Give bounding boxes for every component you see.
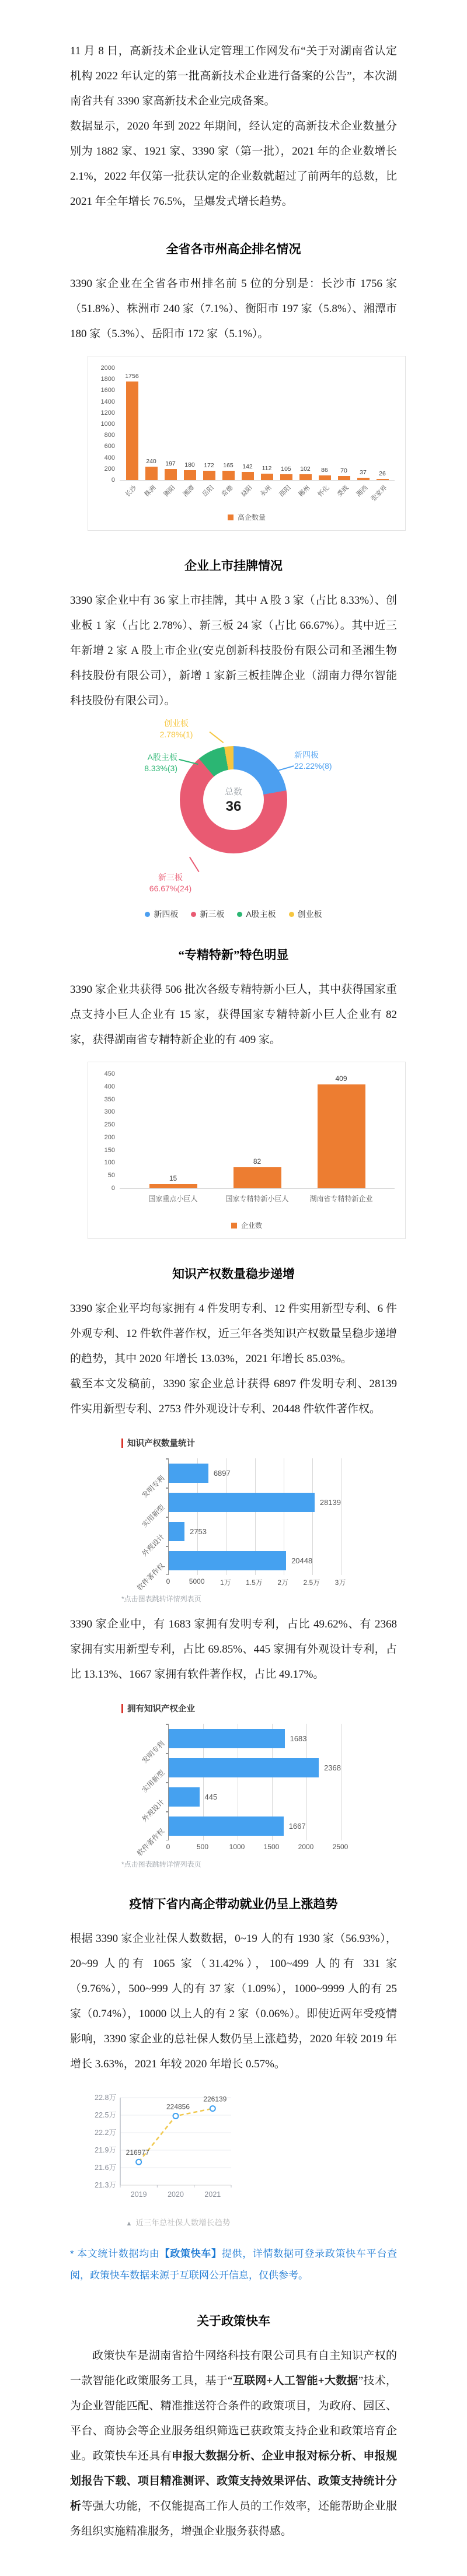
donut-center-label: 总数 — [224, 786, 242, 797]
paragraph-city-top5: 3390 家企业在全省各市州排名前 5 位的分别是：长沙市 1756 家（51.8%）、株洲市 240 家（7.1%）、衡阳市 197 家（5.8%）、湘潭市 180 家（5.3%）、岳阳市 172 家（5.1%）。 — [70, 278, 397, 340]
section-heading-zjtx: “专精特新”特色明显 — [178, 948, 289, 962]
bar — [318, 1084, 365, 1188]
leader-line — [210, 732, 224, 743]
y-tick-label: 350 — [104, 1096, 115, 1103]
x-tick-label: 2500 — [332, 1843, 348, 1851]
paragraph-intro: 11 月 8 日，高新技术企业认定管理工作网发布“关于对湖南省认定机构 2022 年认定的第一批高新技术企业进行备案的公告”，本次湖南省共有 3390 家高新技术企业完成备案。 — [70, 45, 397, 107]
y-tick-label: 21.6万 — [95, 2164, 116, 2172]
x-tick-label: 5000 — [189, 1577, 205, 1586]
legend-label: 新四板 — [154, 909, 179, 919]
hbar-row — [140, 1724, 341, 1765]
y-axis — [99, 365, 120, 484]
bar-value-label: 409 — [335, 1074, 347, 1083]
bar-chart-plot — [99, 365, 395, 484]
text-segment: * 本文统计数据均由 — [70, 2248, 160, 2259]
x-tick — [184, 481, 196, 510]
legend-label: 高企数量 — [237, 513, 266, 522]
bar — [357, 478, 370, 480]
bar-group — [357, 469, 370, 480]
paragraph-listing: 3390 家企业中有 36 家上市挂牌，其中 A 股 3 家（占比 8.33%）、创业板 1 家（占比 2.78%）、新三板 24 家（占比 66.67%）。其中近三年新增 2 家 A 股上市企业(安克创新科技股份有限公司和圣湘生物科技股份有限公司），新增 1 家新三板挂牌企业（湖南力得尔智能科技股份有限公司）。 — [70, 594, 397, 707]
legend-item — [289, 908, 322, 920]
x-tick — [203, 481, 215, 510]
triangle-icon: ▲ — [126, 2220, 133, 2227]
x-tick — [145, 481, 158, 510]
bar-value-label: 86 — [321, 466, 328, 474]
data-point-label: 224856 — [166, 2102, 190, 2111]
donut-hole — [203, 769, 264, 830]
bar-value-label: 1667 — [288, 1821, 306, 1831]
bar-group — [222, 462, 235, 480]
bar-group — [338, 467, 350, 480]
x-tick — [149, 1189, 197, 1218]
bar — [126, 382, 138, 480]
legend-swatch — [228, 514, 234, 520]
text-segment: ”技术，为企业智能匹配、精准推送符合条件的政策项目，为政府、园区、平台、商协会等企业服务组织筛选已获政策支持企业和政策培育企业。政策快车还具有 — [70, 2375, 397, 2462]
y-tick-label: 22.8万 — [95, 2094, 116, 2102]
bar — [169, 1787, 200, 1807]
bar-group — [318, 1074, 365, 1188]
bar-group — [261, 465, 273, 480]
hbar-row — [140, 1753, 341, 1794]
slice-label-value: 2.78%(1) — [159, 730, 193, 739]
plot-area — [120, 368, 395, 481]
hbar-row — [140, 1517, 341, 1558]
x-tick-label: 郴州 — [297, 484, 312, 499]
bar — [169, 1464, 208, 1483]
x-tick-label: 1500 — [263, 1843, 280, 1851]
x-tick-label: 1万 — [219, 1578, 231, 1587]
bar-group — [126, 373, 138, 480]
x-tick-label: 株洲 — [143, 484, 158, 499]
x-tick-label: 2000 — [298, 1843, 314, 1851]
chart-zjtx-bar — [88, 1062, 406, 1239]
data-source-note — [70, 2243, 397, 2286]
bar — [242, 472, 254, 480]
data-point-marker — [210, 2106, 215, 2111]
row-label: 发明专利 — [140, 1474, 166, 1500]
chart-listing-donut — [70, 719, 397, 920]
bars-row — [120, 1074, 395, 1188]
x-axis-labels — [99, 481, 395, 510]
bar-value-label: 20448 — [291, 1556, 313, 1565]
donut-center-value: 36 — [225, 798, 242, 814]
slice-label — [107, 752, 177, 774]
x-tick-label: 长沙 — [124, 484, 138, 499]
text-segment: 互联网+人工智能+大数据 — [232, 2375, 358, 2387]
text-segment: 申报大数据分析、企业申报对标分析、申报规划报告下载、项目精准测评、政策支持效果评估、政策支持统计分析 — [70, 2450, 397, 2512]
paragraph-ip-total: 截至本文发稿前，3390 家企业总计获得 6897 件发明专利、28139 件实用新型专利、2753 件外观设计专利、20448 件软件著作权。 — [70, 1378, 397, 1415]
legend-dot — [145, 912, 150, 917]
bar — [319, 475, 331, 480]
bar-value-label: 15 — [169, 1174, 177, 1183]
hbar-row — [140, 1782, 341, 1824]
chart-legend — [70, 908, 397, 920]
y-tick-label: 21.3万 — [95, 2181, 116, 2189]
y-tick-label: 600 — [104, 443, 115, 450]
chart-footnote: *点击图表跳转详情列表页 — [121, 1595, 201, 1603]
y-tick-label: 200 — [104, 1133, 115, 1141]
slice-label-name: A股主板 — [147, 752, 177, 762]
bar-group — [203, 462, 215, 481]
bar-group — [234, 1157, 281, 1188]
x-tick — [370, 481, 389, 510]
bar-value-label: 142 — [242, 463, 253, 471]
x-tick-label: 2021 — [204, 2190, 221, 2199]
legend-dot — [237, 912, 242, 917]
legend-dot — [289, 912, 294, 917]
bar-value-label: 70 — [340, 467, 347, 475]
y-axis — [99, 1070, 120, 1192]
bar-value-label: 1756 — [125, 373, 139, 380]
y-tick-label: 400 — [104, 454, 115, 461]
bar-group — [319, 467, 331, 480]
slice-label-value: 66.67%(24) — [149, 884, 192, 893]
x-tick-label: 1.5万 — [246, 1578, 263, 1587]
bar — [145, 467, 158, 480]
legend-item — [191, 908, 224, 920]
bar — [299, 474, 312, 480]
bar-group — [299, 466, 312, 480]
bar-value-label: 82 — [253, 1157, 262, 1166]
chart-title — [121, 1437, 396, 1449]
y-tick-label: 1600 — [100, 387, 115, 394]
x-tick-label: 1000 — [229, 1843, 245, 1851]
x-tick-label: 益阳 — [239, 484, 254, 499]
x-tick — [222, 481, 235, 510]
title-accent-bar — [121, 1704, 123, 1713]
x-tick-label: 2.5万 — [303, 1578, 320, 1587]
bar — [203, 471, 215, 481]
chart-caption — [88, 2216, 269, 2228]
x-tick-label: 2万 — [277, 1578, 288, 1587]
bar-value-label: 445 — [204, 1792, 218, 1801]
text-segment: 等强大功能，不仅能提高工作人员的工作效率，还能帮助企业服务组织实施精准服务，增强企业服务获得感。 — [70, 2500, 397, 2538]
bar — [169, 1551, 286, 1570]
chart-legend — [99, 1220, 395, 1230]
legend-label: 新三板 — [200, 909, 225, 919]
y-tick-label: 0 — [111, 477, 115, 484]
line-chart-canvas — [88, 2090, 263, 2206]
bar-value-label: 105 — [281, 465, 291, 473]
section-heading-about: 关于政策快车 — [197, 2314, 270, 2328]
bar-value-label: 28139 — [319, 1497, 341, 1507]
text-segment: 政策快车是湖南省拾牛网络科技有限公司具有自主知识产权的一款智能化政策服务工具，基于“ — [70, 2350, 397, 2387]
bar-value-label: 240 — [146, 457, 156, 465]
chart-title-text: 知识产权数量统计 — [127, 1439, 195, 1448]
x-axis-labels — [166, 1575, 346, 1587]
x-tick-label: 500 — [196, 1843, 209, 1851]
x-tick-label: 湘潭 — [182, 484, 196, 499]
slice-label — [294, 750, 332, 772]
bar-value-label: 197 — [165, 460, 176, 468]
row-label: 软件著作权 — [135, 1561, 166, 1592]
bar-value-label: 172 — [204, 461, 214, 469]
y-tick-label: 300 — [104, 1108, 115, 1116]
bar — [184, 470, 196, 480]
x-tick — [225, 1189, 289, 1218]
bar-group — [184, 461, 196, 480]
bar-value-label: 165 — [223, 462, 234, 470]
bar — [261, 474, 273, 480]
slice-label-value: 8.33%(3) — [144, 764, 177, 773]
data-point-marker — [136, 2160, 141, 2165]
section-heading-listing: 企业上市挂牌情况 — [184, 559, 283, 573]
x-tick — [357, 481, 370, 510]
bar-value-label: 1683 — [290, 1734, 307, 1743]
x-tick — [338, 481, 350, 510]
y-tick-label: 400 — [104, 1083, 115, 1090]
legend-item — [145, 908, 178, 920]
y-tick-label: 450 — [104, 1070, 115, 1077]
paragraph-yearly-stats: 数据显示，2020 年到 2022 年期间，经认定的高新技术企业数量分别为 1882 家、1921 家、3390 家（第一批），2021 年的企业数增长 2.1%，2022 年仅第一批获认定的企业数就超过了前两年的总数，比 2021 年全年增长 76.5%，呈爆发式增长趋势。 — [70, 120, 397, 208]
y-tick-label: 250 — [104, 1121, 115, 1129]
bar-value-label: 6897 — [213, 1468, 231, 1478]
chart-social-insurance-line — [88, 2090, 269, 2228]
bar-group — [145, 458, 158, 480]
y-tick-label: 200 — [104, 465, 115, 473]
x-tick-label: 2020 — [168, 2190, 184, 2199]
bar-value-label: 37 — [360, 469, 367, 477]
chart-legend — [99, 512, 395, 522]
chart-ip-counts-hbar[interactable] — [121, 1437, 396, 1604]
text-segment: 【政策快车】 — [159, 2248, 222, 2259]
chart-title — [121, 1702, 396, 1714]
x-tick-label: 3万 — [334, 1578, 346, 1587]
plot-area — [120, 1074, 395, 1189]
x-tick-label: 湖南省专精特新企业 — [309, 1195, 373, 1203]
row-label: 实用新型 — [140, 1768, 166, 1794]
row-label: 实用新型 — [140, 1503, 166, 1529]
data-point-marker — [173, 2113, 179, 2119]
slice-label — [141, 718, 211, 740]
x-tick-label: 张家界 — [370, 484, 389, 503]
legend-label: A股主板 — [246, 909, 276, 919]
y-tick-label: 0 — [111, 1185, 115, 1192]
data-point-label: 226139 — [203, 2095, 227, 2104]
legend-label: 企业数 — [241, 1222, 262, 1230]
leader-line — [189, 857, 199, 872]
title-accent-bar — [121, 1438, 123, 1448]
x-tick-label: 娄底 — [336, 484, 350, 499]
x-tick-label: 邵阳 — [278, 484, 292, 499]
bars-row — [120, 368, 395, 480]
bar — [169, 1817, 284, 1836]
chart-title-text: 拥有知识产权企业 — [127, 1704, 195, 1714]
slice-label-name: 新四板 — [294, 750, 319, 760]
bar — [169, 1493, 315, 1512]
y-tick-label: 1400 — [100, 398, 115, 405]
y-tick-label: 800 — [104, 432, 115, 439]
bar-group — [165, 460, 177, 480]
bar — [169, 1522, 184, 1541]
row-label: 软件著作权 — [135, 1826, 166, 1858]
slice-label-value: 22.22%(8) — [294, 761, 332, 771]
donut-area — [108, 719, 359, 905]
bar — [280, 474, 292, 480]
bar — [234, 1167, 281, 1188]
x-tick-label: 0 — [166, 1843, 170, 1851]
bar-value-label: 102 — [300, 466, 311, 473]
chart-footnote: *点击图表跳转详情列表页 — [121, 1860, 201, 1868]
paragraph-ip-average: 3390 家企业平均每家拥有 4 件发明专利、12 件实用新型专利、6 件外观专利、12 件软件著作权，近三年各类知识产权数量呈稳步递增的趋势，其中 2020 年增长 13.03%，2021 年增长 85.03%。 — [70, 1303, 397, 1365]
y-tick-label: 1200 — [100, 409, 115, 416]
text-segment: 提供，详情数据可登录政策快车平台查阅，政策快车数据来源于互联网公开信息，仅供参考。 — [70, 2248, 398, 2281]
x-tick-label: 永州 — [259, 484, 273, 499]
y-tick-label: 22.5万 — [95, 2111, 116, 2119]
section-heading-city-ranking: 全省各市州高企排名情况 — [166, 242, 301, 256]
bar — [222, 471, 235, 480]
bar-group — [242, 463, 254, 480]
x-tick — [309, 1189, 373, 1218]
x-tick — [280, 481, 292, 510]
x-tick — [316, 481, 331, 510]
y-tick-label: 22.2万 — [95, 2129, 116, 2137]
hbar-row — [140, 1488, 341, 1529]
chart-caption-text: 近三年总社保人数增长趋势 — [135, 2218, 231, 2227]
paragraph-ip-companies: 3390 家企业中，有 1683 家拥有发明专利，占比 49.62%、有 2368 家拥有实用新型专利，占比 69.85%、445 家拥有外观设计专利，占比 13.13%、1667 家拥有软件著作权，占比 49.17%。 — [70, 1618, 397, 1681]
bar — [338, 476, 350, 480]
x-tick-label: 国家重点小巨人 — [148, 1195, 198, 1203]
x-tick-label: 岳阳 — [201, 484, 215, 499]
x-tick-label: 0 — [166, 1577, 170, 1586]
x-tick-label: 湘西 — [355, 484, 370, 499]
x-tick — [239, 481, 254, 510]
bar — [169, 1758, 319, 1777]
bar-value-label: 180 — [184, 461, 195, 468]
data-point-label: 216977 — [126, 2148, 149, 2157]
chart-ip-companies-hbar[interactable] — [121, 1702, 396, 1869]
slice-label — [135, 872, 205, 894]
bar-value-label: 26 — [379, 470, 386, 477]
x-axis-labels — [99, 1189, 395, 1218]
slice-label-name: 新三板 — [158, 873, 183, 882]
bar — [149, 1184, 197, 1188]
bar — [169, 1729, 285, 1748]
y-tick-label: 2000 — [100, 365, 115, 372]
legend-item — [237, 908, 276, 920]
legend-swatch — [231, 1223, 237, 1228]
legend-dot — [191, 912, 196, 917]
x-tick — [126, 481, 138, 510]
y-tick-label: 21.9万 — [95, 2146, 116, 2154]
donut-ring — [180, 746, 287, 853]
x-tick-label: 国家专精特新小巨人 — [225, 1195, 289, 1203]
x-tick — [299, 481, 312, 510]
y-tick-label: 50 — [107, 1172, 115, 1180]
bar-value-label: 2753 — [190, 1527, 207, 1536]
hbar-row — [140, 1458, 341, 1500]
x-tick-label: 2019 — [130, 2190, 147, 2199]
y-tick-label: 150 — [104, 1146, 115, 1154]
section-heading-employment: 疫情下省内高企带动就业仍呈上涨趋势 — [129, 1897, 338, 1911]
bar — [377, 479, 389, 480]
slice-label-name: 创业板 — [164, 719, 189, 728]
bar-value-label: 2368 — [324, 1763, 341, 1772]
row-label: 外观设计 — [140, 1532, 166, 1558]
bar-chart-plot — [99, 1070, 395, 1192]
y-tick-label: 1800 — [100, 376, 115, 383]
x-tick — [261, 481, 273, 510]
x-tick — [162, 481, 177, 510]
bar-group — [149, 1174, 197, 1188]
bar-value-label: 112 — [262, 465, 272, 473]
paragraph-zjtx: 3390 家企业共获得 506 批次各级专精特新小巨人，其中获得国家重点支持小巨人企业有 15 家，获得国家专精特新小巨人企业有 82 家，获得湖南省专精特新企业的有 409 家。 — [70, 984, 397, 1046]
y-tick-label: 1000 — [100, 421, 115, 428]
x-tick-label: 怀化 — [316, 484, 331, 499]
section-heading-ip: 知识产权数量稳步递增 — [172, 1267, 295, 1281]
paragraph-about — [70, 2343, 397, 2544]
y-tick-label: 100 — [104, 1159, 115, 1167]
bar — [165, 469, 177, 480]
legend-label: 创业板 — [297, 909, 322, 919]
row-label: 发明专利 — [140, 1739, 166, 1765]
x-tick-label: 衡阳 — [162, 484, 177, 499]
bar-group — [280, 466, 292, 480]
x-tick-label: 常德 — [220, 484, 235, 499]
row-label: 外观设计 — [140, 1797, 166, 1824]
bar-group — [377, 470, 389, 480]
paragraph-employment: 根据 3390 家企业社保人数数据，0~19 人的有 1930 家（56.93%），20~99 人的有 1065 家（31.42%），100~499 人的有 331 家（9.76%），500~999 人的有 37 家（1.09%），1000~9999 人的有 25 家（0.74%），10000 以上人的有 2 家（0.06%）。即使近两年受疫情影响，3390 家企业的总社保人数仍呈上涨趋势，2020 年较 2019 年增长 3.63%，2021 年较 2020 年增长 0.57%。 — [70, 1933, 397, 2070]
chart-city-ranking-bar — [88, 356, 406, 531]
x-axis-labels — [166, 1840, 348, 1852]
